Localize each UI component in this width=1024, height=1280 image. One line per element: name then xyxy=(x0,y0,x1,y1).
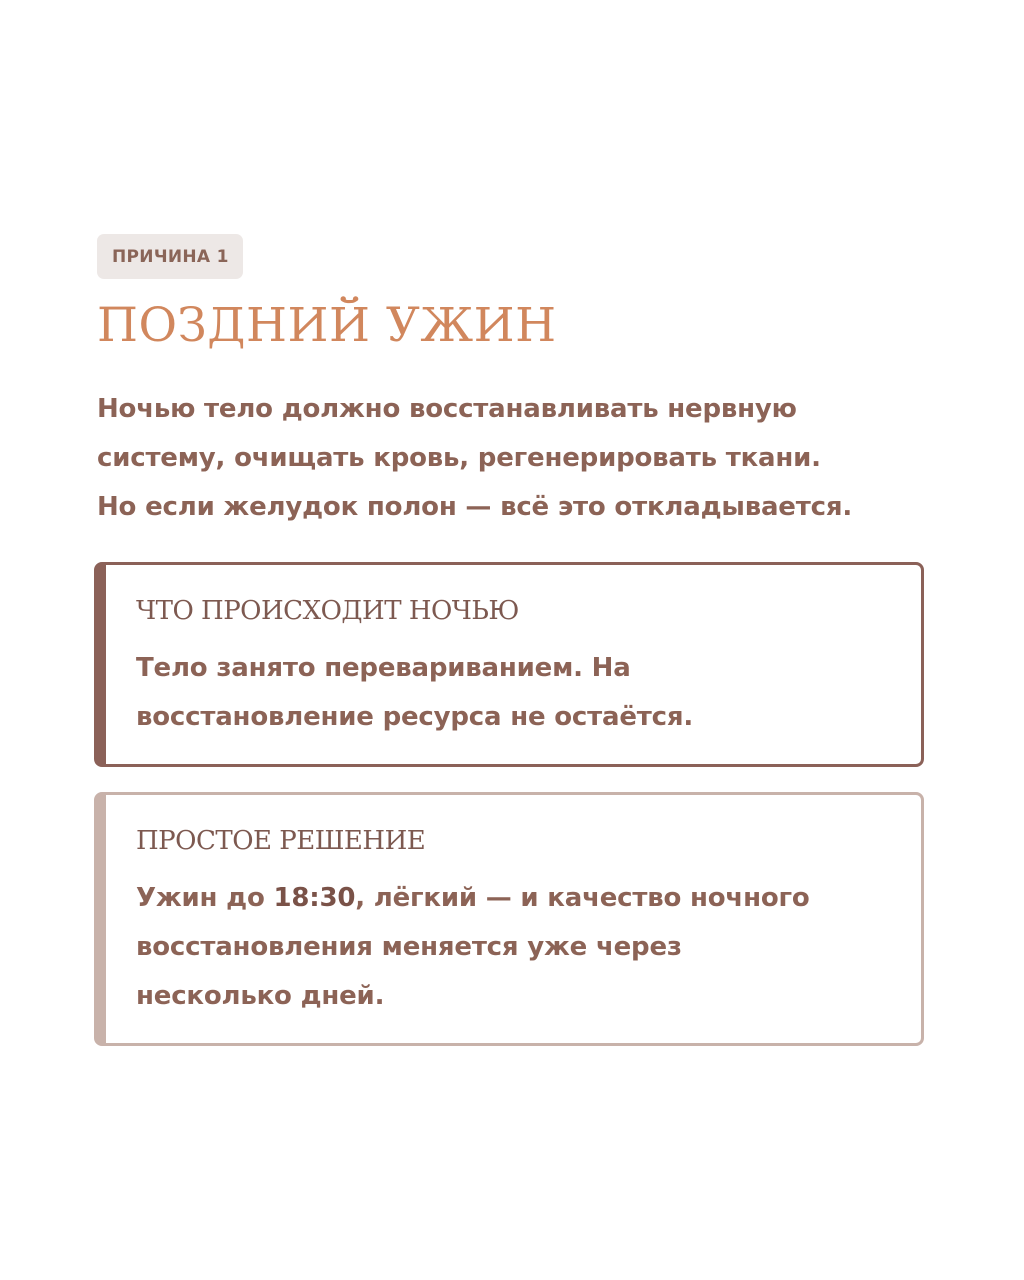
solution-card-text xyxy=(136,874,906,1021)
intro-line-3: Но если желудок полон — всё это откладывается. xyxy=(97,492,852,522)
solution-card-line-3: несколько дней. xyxy=(136,981,385,1011)
night-info-card xyxy=(94,562,924,767)
solution-line-1-end: , лёгкий — и качество ночного xyxy=(355,883,810,913)
night-card-text xyxy=(136,644,906,742)
dinner-time-value: 18:30 xyxy=(273,883,356,913)
solution-card xyxy=(94,792,924,1046)
intro-line-1: Ночью тело должно восстанавливать нервную xyxy=(97,394,797,424)
solution-card-heading: ПРОСТОЕ РЕШЕНИЕ xyxy=(136,826,426,856)
night-card-line-2: восстановление ресурса не остаётся. xyxy=(136,702,694,732)
intro-paragraph xyxy=(97,385,937,532)
page-title: ПОЗДНИЙ УЖИН xyxy=(97,298,557,353)
night-card-line-1: Тело занято перевариванием. На xyxy=(136,653,631,683)
night-card-heading: ЧТО ПРОИСХОДИТ НОЧЬЮ xyxy=(136,596,519,626)
solution-card-line-1 xyxy=(136,874,906,923)
reason-badge: ПРИЧИНА 1 xyxy=(97,234,243,279)
content-header xyxy=(97,234,929,532)
intro-line-2: систему, очищать кровь, регенерировать ткани. xyxy=(97,443,821,473)
solution-card-line-2: восстановления меняется уже через xyxy=(136,932,682,962)
solution-line-1-start: Ужин до xyxy=(136,883,274,913)
